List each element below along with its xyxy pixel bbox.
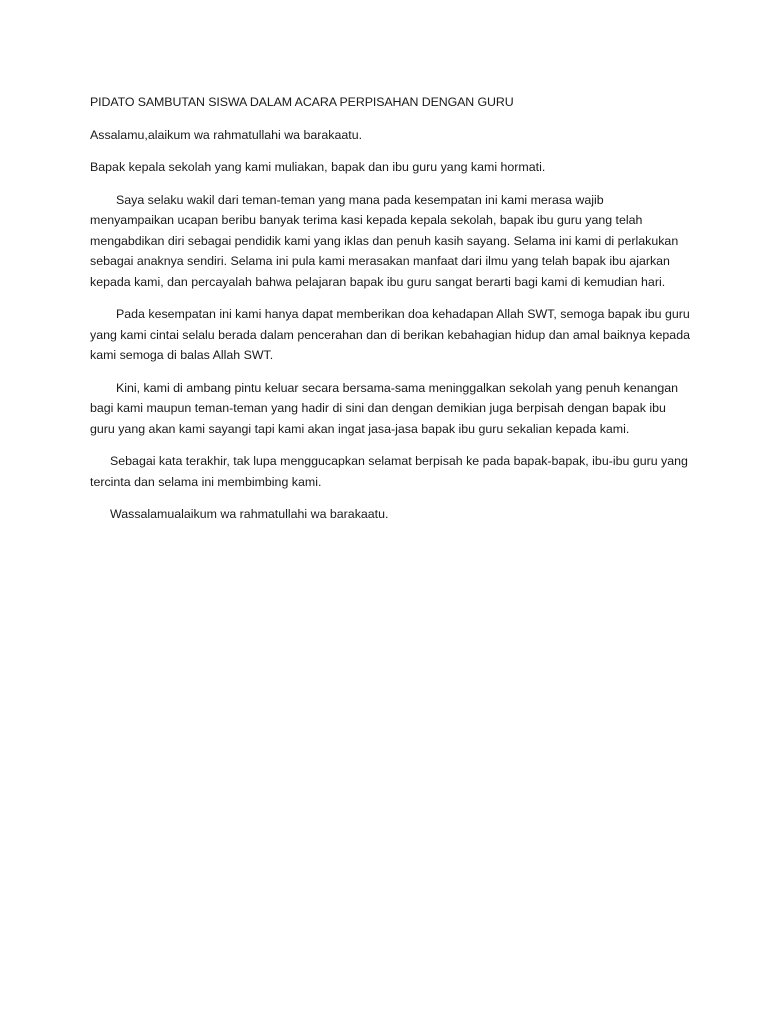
paragraph-1: Saya selaku wakil dari teman-teman yang mana pada kesempatan ini kami merasa wajib menyampaikan ucapan beribu banyak terima kasi kepada kepala sekolah, bapak ibu guru yang telah mengabdikan diri sebagai pendidik kami yang iklas dan penuh kasih sayang. Selama ini kami di perlakukan sebagai anaknya sendiri. Selama ini pula kami merasakan manfaat dari ilmu yang telah bapak ibu ajarkan kepada kami, dan percayalah bahwa pelajaran bapak ibu guru sangat berarti bagi kami di kemudian hari. xyxy=(90,192,679,289)
paragraph-2: Pada kesempatan ini kami hanya dapat memberikan doa kehadapan Allah SWT, semoga bapak ibu guru yang kami cintai selalu berada dalam pencerahan dan di berikan kebahagian hidup dan amal baiknya kepada kami semoga di balas Allah SWT. xyxy=(90,307,690,362)
salutation: Bapak kepala sekolah yang kami muliakan, bapak dan ibu guru yang kami hormati. xyxy=(90,160,546,174)
paragraph-3: Kini, kami di ambang pintu keluar secara bersama-sama meninggalkan sekolah yang penuh kenangan bagi kami maupun teman-teman yang hadir di sini dan dengan demikian juga berpisah dengan bapak ibu guru yang akan kami sayangi tapi kami akan ingat jasa-jasa bapak ibu guru sekalian kepada kami. xyxy=(90,380,679,436)
greeting: Assalamu,alaikum wa rahmatullahi wa barakaatu. xyxy=(90,127,363,142)
document-body xyxy=(90,92,690,537)
paragraph-4: Sebagai kata terakhir, tak lupa menggucapkan selamat berpisah ke pada bapak-bapak, ibu-ibu guru yang tercinta dan selama ini membimbing kami. xyxy=(90,454,688,489)
closing: Wassalamualaikum wa rahmatullahi wa barakaatu. xyxy=(110,507,389,521)
document-title: PIDATO SAMBUTAN SISWA DALAM ACARA PERPISAHAN DENGAN GURU xyxy=(90,95,514,109)
